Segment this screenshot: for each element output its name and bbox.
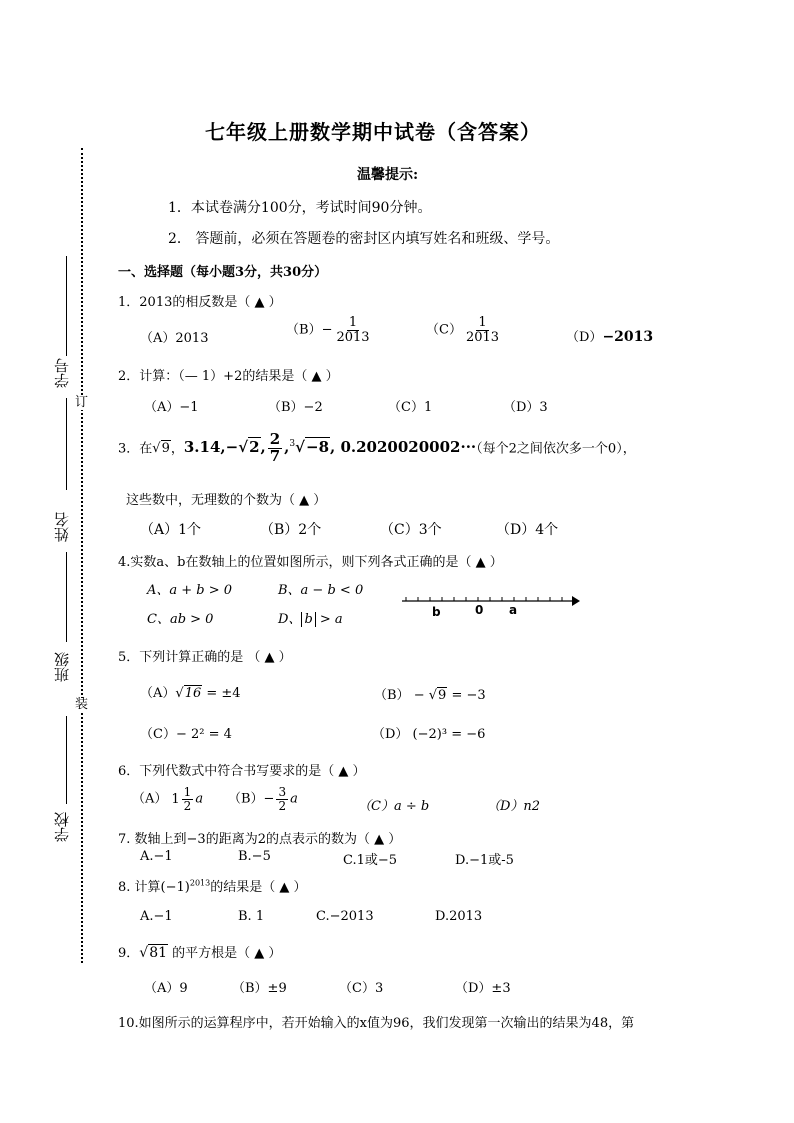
q4-option-c: C、ab > 0: [147, 612, 214, 627]
q8-option-a: A.−1: [140, 909, 173, 924]
q7-stem: 7. 数轴上到−3的距离为2的点表示的数为（ ▲ ）: [118, 832, 402, 847]
number-line-figure: [398, 590, 582, 620]
q8-prefix: 8. 计算: [118, 880, 161, 895]
q3-option-a: （A）1个: [140, 522, 202, 538]
q6-option-d: （D）n2: [487, 799, 541, 814]
q1-b-numerator: 1: [348, 315, 358, 330]
q3-option-b: （B）2个: [260, 522, 322, 538]
q3-separator: ，: [170, 441, 184, 457]
q1-option-b-label: （B）: [286, 322, 322, 338]
q1-option-d-value: −2013: [602, 329, 654, 345]
q8-option-b: B. 1: [238, 909, 265, 924]
q7-option-a: A.−1: [140, 849, 173, 864]
q1-option-b-sign: −: [321, 322, 333, 338]
q5-option-d: （D） (−2)³ = −6: [372, 727, 486, 742]
q3-seq-d: , 0.2020020002···: [330, 438, 477, 457]
q9-option-d: （D）±3: [455, 981, 511, 996]
q3-question: 这些数中，无理数的个数为（ ▲ ）: [126, 493, 327, 508]
q3-cube-root-radicand: −8: [306, 438, 330, 457]
axis-label-a: a: [509, 603, 518, 617]
q5-option-b-rest: = −3: [447, 688, 486, 703]
q4-option-d: [278, 608, 343, 627]
q1-option-c-label: （C）: [426, 322, 462, 338]
q4-option-b: B、a − b < 0: [278, 583, 364, 598]
q6-option-b-label: （B）−: [228, 791, 275, 807]
q6-option-c: （C）a ÷ b: [358, 799, 430, 814]
q6-option-b-variable: a: [290, 791, 298, 807]
label-student-id: 学号: [53, 358, 71, 388]
q8-stem: [118, 876, 306, 895]
q3-sqrt-2-radicand: 2: [249, 438, 260, 457]
q6-option-a-label: （A）: [132, 791, 168, 807]
q5-stem: 5．下列计算正确的是 （ ▲ ）: [118, 650, 292, 665]
axis-label-b: b: [432, 605, 441, 619]
q3-cube-root: √−8: [295, 438, 330, 457]
name-line: [66, 398, 67, 490]
q9-suffix: 的平方根是（ ▲ ）: [168, 946, 282, 961]
label-name: 姓名: [53, 512, 71, 542]
class-line: [66, 552, 67, 642]
q7-option-b: B.−5: [238, 849, 271, 864]
q5-option-a-label: （A）: [140, 686, 176, 701]
notice-item-1: 1．本试卷满分100分，考试时间90分钟。: [168, 200, 432, 216]
q3-seq-a: 3.14,−: [183, 438, 239, 457]
q6-b-numerator: 3: [278, 785, 287, 799]
axis-label-0: 0: [475, 603, 484, 617]
q5-sqrt-9-radicand: 9: [438, 688, 447, 703]
q2-option-a: （A）−1: [144, 400, 199, 415]
q6-a-denominator: 2: [183, 798, 192, 813]
q5-option-b-sign: −: [409, 688, 429, 703]
q1-option-d-label: （D）: [566, 330, 603, 345]
q1-c-numerator: 1: [478, 315, 487, 330]
q3-prefix: 3．在: [118, 441, 153, 457]
q3-cube-root-index: 3: [289, 439, 296, 450]
q2-option-d: （D）3: [503, 400, 548, 415]
q3-sqrt-9: √9: [152, 441, 170, 457]
q3-stem: [118, 432, 636, 465]
q6-option-a: [132, 786, 203, 812]
q9-option-a: （A）9: [144, 981, 188, 996]
q3-fraction-denominator: 7: [269, 446, 281, 465]
q4-abs-b: b: [301, 612, 315, 627]
q4-option-d-label: D、: [278, 612, 302, 627]
notice-heading: 温馨提示:: [357, 167, 419, 183]
q4-option-a: A、a + b > 0: [147, 583, 233, 598]
q8-base: (−1): [160, 880, 190, 895]
q5-option-a: [140, 682, 241, 701]
q1-option-d: [566, 326, 653, 345]
q7-option-d: D.−1或-5: [455, 853, 514, 868]
q1-stem: 1．2013的相反数是（ ▲ ）: [118, 295, 282, 310]
q9-stem: [118, 942, 281, 961]
q5-option-a-rest: = ±4: [202, 686, 241, 701]
q3-fraction-2-7: [268, 432, 282, 465]
number-line-arrow-icon: [572, 596, 580, 606]
q8-option-c: C.−2013: [316, 909, 374, 924]
binding-dotted-line: [81, 148, 83, 963]
margin-mark-ding: 订: [75, 395, 89, 410]
q8-option-d: D.2013: [435, 909, 483, 924]
q6-option-a-integer: 1: [171, 791, 180, 807]
q6-a-numerator: 1: [183, 785, 192, 799]
q1-option-c: [426, 316, 503, 344]
q1-b-denominator: 2013: [336, 329, 370, 345]
q3-note: （每个2之间依次多一个0），: [476, 441, 636, 457]
q3-option-d: （D）4个: [496, 522, 559, 538]
q3-sqrt-2: √2: [238, 438, 260, 457]
q9-option-b: （B）±9: [232, 981, 287, 996]
q10-stem: 10.如图所示的运算程序中，若开始输入的x值为96，我们发现第一次输出的结果为48，第: [118, 1016, 635, 1031]
q6-option-a-fraction: [182, 786, 194, 812]
q4-stem: 4.实数a、b在数轴上的位置如图所示，则下列各式正确的是（ ▲ ）: [118, 555, 503, 570]
q5-option-c: （C）− 2² = 4: [140, 727, 232, 742]
q1-option-b: [286, 316, 374, 344]
student-id-line: [66, 256, 67, 356]
margin-mark-zhuang: 装: [75, 697, 89, 712]
q6-option-b: [228, 786, 298, 812]
q7-option-c: C.1或−5: [343, 853, 398, 868]
q6-option-b-fraction: [276, 786, 288, 812]
page-title: 七年级上册数学期中试卷（含答案）: [205, 120, 541, 144]
school-line: [66, 716, 67, 804]
q9-option-c: （C）3: [339, 981, 384, 996]
q5-sqrt-16: √16: [175, 686, 202, 701]
q2-option-c: （C）1: [388, 400, 433, 415]
q5-sqrt-16-radicand: 16: [184, 686, 202, 701]
q3-seq-b: ,: [260, 438, 266, 457]
q3-fraction-numerator: 2: [269, 430, 281, 448]
q9-sqrt-81-radicand: 81: [149, 945, 168, 961]
q1-c-denominator: 2013: [465, 329, 500, 345]
q6-b-denominator: 2: [278, 798, 287, 813]
q1-option-c-fraction: [464, 316, 501, 344]
q9-sqrt-81: √81: [139, 945, 168, 961]
q5-sqrt-9: √9: [428, 688, 447, 703]
notice-item-2: 2． 答题前，必须在答题卷的密封区内填写姓名和班级、学号。: [168, 231, 560, 247]
q3-number-list: [183, 430, 477, 465]
q5-option-b: [374, 684, 486, 703]
q3-sqrt-9-radicand: 9: [161, 441, 170, 457]
q9-prefix: 9．: [118, 946, 140, 961]
q3-option-c: （C）3个: [380, 522, 442, 538]
q6-option-a-variable: a: [195, 791, 204, 807]
q8-suffix: 的结果是（ ▲ ）: [210, 880, 307, 895]
q5-option-b-label: （B）: [374, 688, 410, 703]
q3-seq-c: ,: [284, 438, 290, 457]
label-class: 班级: [53, 652, 71, 682]
q2-option-b: （B）−2: [268, 400, 323, 415]
q8-exponent: 2013: [189, 878, 211, 888]
label-school: 学校: [53, 812, 71, 842]
q6-stem: 6．下列代数式中符合书写要求的是（ ▲ ）: [118, 764, 366, 779]
q2-stem: 2．计算：（— 1）+2的结果是（ ▲ ）: [118, 369, 339, 384]
q1-option-a: （A）2013: [140, 331, 209, 346]
q4-option-d-rest: > a: [315, 612, 343, 627]
section-1-heading: 一、选择题（每小题3分，共30分）: [118, 265, 328, 280]
q1-option-b-fraction: [334, 316, 371, 344]
